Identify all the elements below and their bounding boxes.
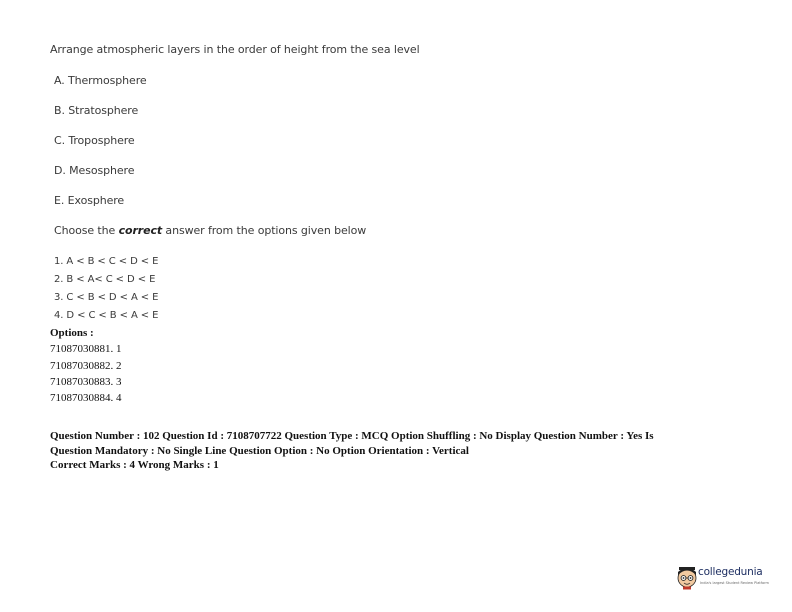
sequence-4: 4. D < C < B < A < E: [54, 310, 159, 321]
logo-brand-text: collegedunia: [698, 566, 763, 578]
option-d: D. Mesosphere: [54, 164, 135, 177]
choose-emphasis: correct: [118, 224, 163, 237]
metadata-line-2: Question Mandatory : No Single Line Question Option : No Option Orientation : Vertical: [50, 444, 469, 457]
option-code-1: 71087030881. 1: [50, 343, 122, 355]
choose-instruction: [54, 224, 366, 237]
options-label: Options :: [50, 327, 94, 339]
choose-prefix: Choose the: [54, 224, 119, 237]
question-text: Arrange atmospheric layers in the order of height from the sea level: [50, 43, 420, 56]
logo-tagline: India's largest Student Review Platform: [700, 581, 769, 585]
option-code-4: 71087030884. 4: [50, 392, 122, 404]
option-code-2: 71087030882. 2: [50, 360, 122, 372]
option-b: B. Stratosphere: [54, 104, 139, 117]
sequence-1: 1. A < B < C < D < E: [54, 256, 159, 267]
option-a: A. Thermosphere: [54, 74, 147, 87]
mascot-icon: [676, 564, 698, 590]
option-code-3: 71087030883. 3: [50, 376, 122, 388]
metadata-line-1: Question Number : 102 Question Id : 7108707722 Question Type : MCQ Option Shuffling : No Display Question Number : Yes Is: [50, 430, 654, 442]
question-metadata: [50, 429, 750, 473]
collegedunia-logo: [676, 564, 776, 592]
option-c: C. Troposphere: [54, 134, 135, 147]
option-e: E. Exosphere: [54, 194, 125, 207]
sequence-3: 3. C < B < D < A < E: [54, 292, 159, 303]
sequence-2: 2. B < A< C < D < E: [54, 274, 156, 285]
choose-suffix: answer from the options given below: [162, 224, 367, 237]
metadata-line-3: Correct Marks : 4 Wrong Marks : 1: [50, 459, 219, 471]
